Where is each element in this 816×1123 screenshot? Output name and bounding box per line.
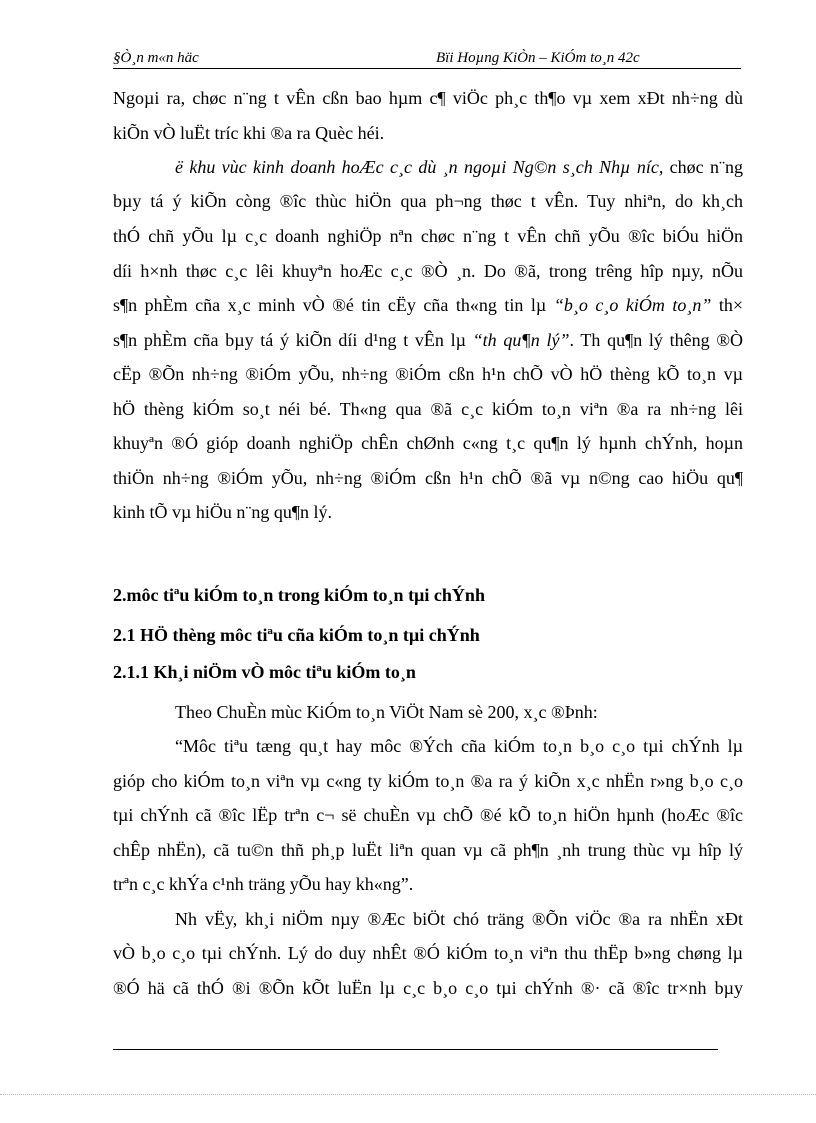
- paragraph-line: [113, 329, 743, 351]
- quoted-term: “b¸o c¸o kiÓm to¸n”: [553, 295, 712, 315]
- header-author: Bïi Hoµng KiÒn – KiÓm to¸n 42c: [436, 50, 640, 66]
- header-course-title: §Ò¸n m«n häc: [113, 50, 199, 66]
- text-run: th×: [711, 295, 744, 315]
- paragraph-line: Theo ChuÈn mùc KiÓm to¸n ViÖt Nam sè 200, x¸c ®Þnh:: [175, 702, 598, 722]
- italic-phrase: ë khu vùc kinh doanh hoÆc c¸c dù ¸n ngoµi Ng©n s¸ch Nhµ níc,: [175, 157, 664, 177]
- text-run: chøc n¨ng: [663, 157, 743, 177]
- paragraph-line: [113, 294, 743, 316]
- paragraph-line: Ngoµi ra, chøc n¨ng t vÊn cßn bao hµm c¶ viÖc ph¸c th¶o vµ xem xÐt nh÷ng dù: [113, 88, 743, 108]
- footer-divider: [113, 1049, 718, 1050]
- paragraph-line: thiÖn nh÷ng ®iÓm yÕu, nh÷ng ®iÓm cßn h¹n chÕ ®ã vµ n©ng cao hiÖu qu¶: [113, 468, 743, 488]
- page-header: [113, 46, 741, 69]
- paragraph-line: trªn c¸c khÝa c¹nh träng yÕu hay kh«ng”.: [113, 874, 414, 894]
- paragraph-line: ®Ó hä cã thÓ ®i ®Õn kÕt luËn lµ c¸c b¸o c¸o tµi chÝnh ®· cã ®îc tr×nh bµy: [113, 978, 743, 998]
- paragraph-line: tµi chÝnh cã ®îc lËp trªn c¬ së chuÈn vµ chÕ ®é kÕ to¸n hiÖn hµnh (hoÆc ®îc: [113, 805, 743, 825]
- text-run: . Th qu¶n lý thêng ®Ò: [569, 330, 743, 350]
- paragraph-line: bµy tá ý kiÕn còng ®îc thùc hiÖn qua ph¬ng thøc t vÊn. Tuy nhiªn, do kh¸ch: [113, 191, 743, 211]
- paragraph-line: kiÕn vÒ luËt tríc khi ®a ra Quèc héi.: [113, 123, 385, 143]
- paragraph-line: gióp cho kiÓm to¸n viªn vµ c«ng ty kiÓm to¸n ®a ra ý kiÕn x¸c nhËn r»ng b¸o c¸o: [113, 771, 743, 791]
- paragraph-line: cËp ®Õn nh÷ng ®iÓm yÕu, nh÷ng ®iÓm cßn h¹n chÕ vÒ hÖ thèng kÕ to¸n vµ: [113, 364, 743, 384]
- quoted-term: “th qu¶n lý”: [472, 330, 570, 350]
- text-run: s¶n phÈm cña x¸c minh vÒ ®é tin cËy cña th«ng tin lµ: [113, 295, 554, 315]
- paragraph-line: [113, 156, 743, 178]
- paragraph-line: díi h×nh thøc c¸c lêi khuyªn hoÆc c¸c ®Ò ¸n. Do ®ã, trong trêng hîp nµy, nÕu: [113, 261, 743, 281]
- paragraph-line: hÖ thèng kiÓm so¸t néi bé. Th«ng qua ®ã c¸c kiÓm to¸n viªn ®a ra nh÷ng lêi: [113, 399, 743, 419]
- paragraph-line: chÊp nhËn), cã tu©n thñ ph¸p luËt liªn quan vµ cã ph¶n ¸nh trung thùc vµ hîp lý: [113, 840, 743, 860]
- subsection-heading: 2.1 HÖ thèng môc tiªu cña kiÓm to¸n tµi chÝnh: [113, 625, 480, 645]
- paragraph-line: vÒ b¸o c¸o tµi chÝnh. Lý do duy nhÊt ®Ó kiÓm to¸n viªn thu thËp b»ng chøng lµ: [113, 943, 743, 963]
- section-heading: 2.môc tiªu kiÓm to¸n trong kiÓm to¸n tµi chÝnh: [113, 585, 485, 605]
- page-boundary: [0, 1094, 816, 1095]
- paragraph-line: thÓ chñ yÕu lµ c¸c doanh nghiÖp nªn chøc n¨ng t vÊn chñ yÕu ®îc biÓu hiÖn: [113, 226, 743, 246]
- paragraph-line: “Môc tiªu tæng qu¸t hay môc ®Ých cña kiÓm to¸n b¸o c¸o tµi chÝnh lµ: [175, 736, 743, 756]
- text-run: s¶n phÈm cña bµy tá ý kiÕn díi d¹ng t vÊn lµ: [113, 330, 473, 350]
- paragraph-line: kinh tÕ vµ hiÖu n¨ng qu¶n lý.: [113, 502, 333, 522]
- paragraph-line: khuyªn ®Ó gióp doanh nghiÖp chÊn chØnh c«ng t¸c qu¶n lý hµnh chÝnh, hoµn: [113, 433, 743, 453]
- paragraph-line: Nh vËy, kh¸i niÖm nµy ®Æc biÖt chó träng ®Õn viÖc ®a ra nhËn xÐt: [175, 909, 743, 929]
- subsubsection-heading: 2.1.1 Kh¸i niÖm vÒ môc tiªu kiÓm to¸n: [113, 662, 416, 682]
